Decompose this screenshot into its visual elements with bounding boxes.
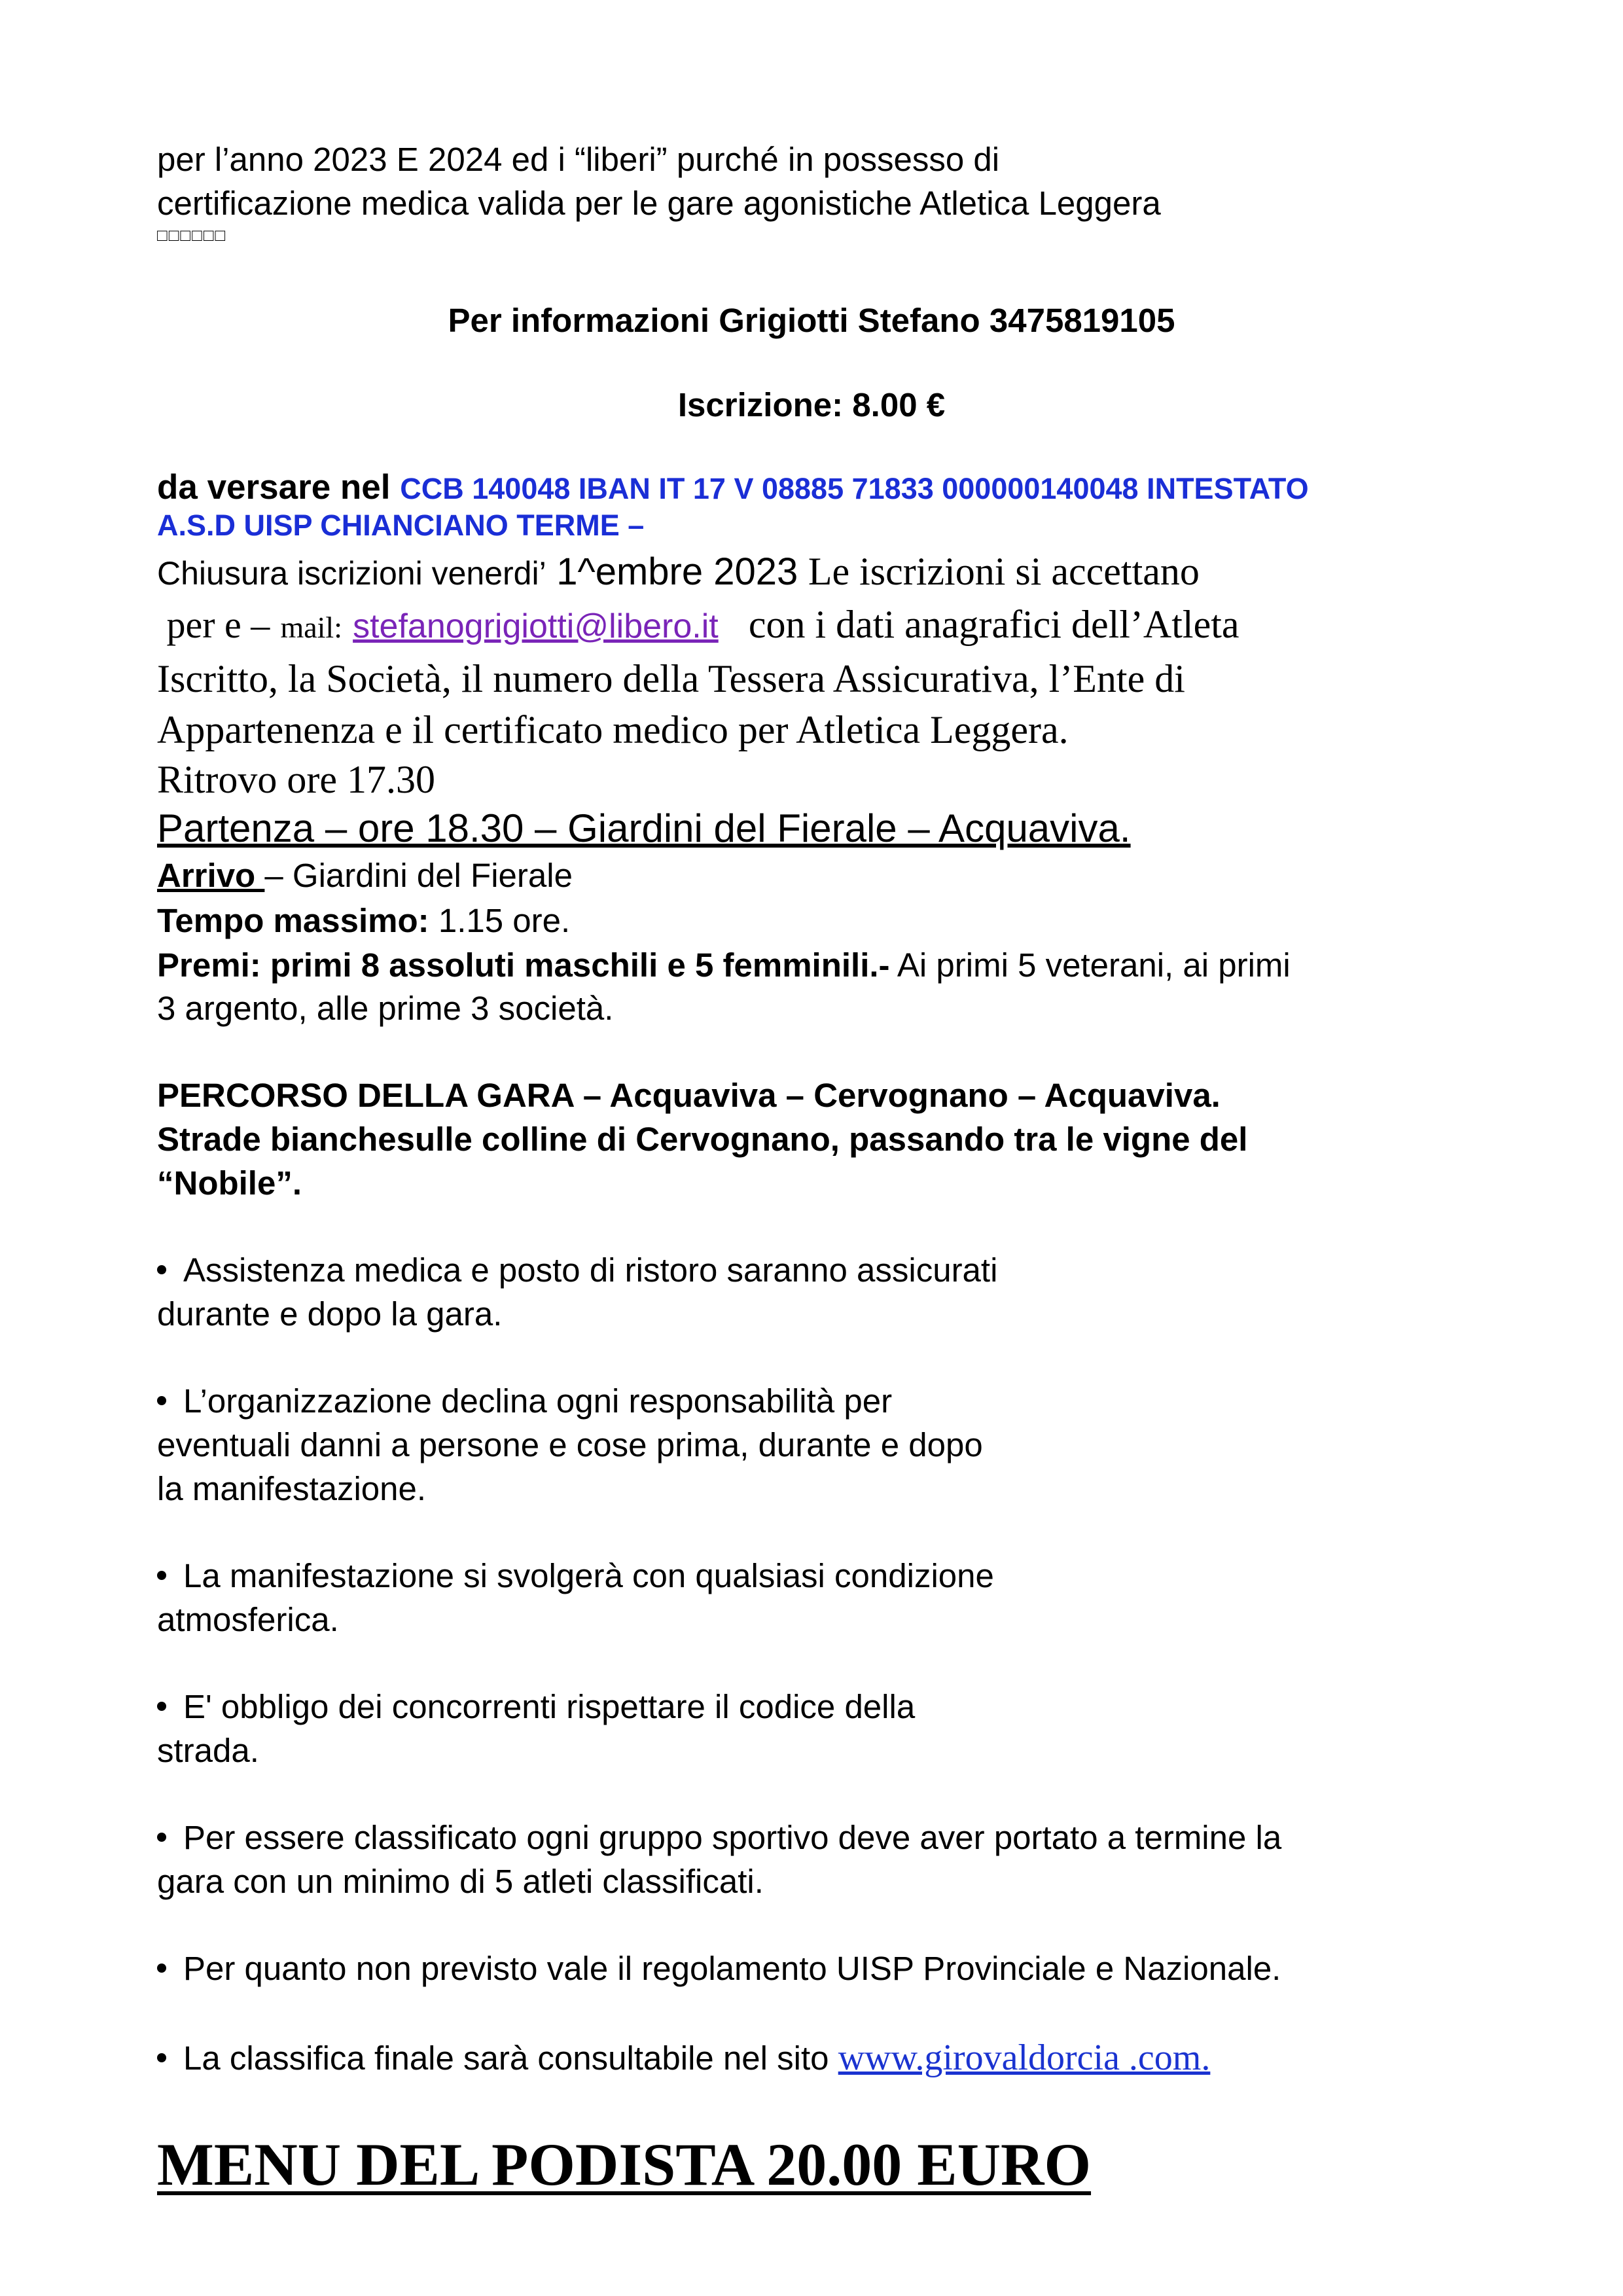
arrivo-text: – Giardini del Fierale	[264, 857, 573, 894]
email-link[interactable]: stefanogrigiotti@libero.it	[353, 607, 719, 645]
bullet-icon	[157, 1702, 166, 1711]
list-item-text: E' obbligo dei concorrenti rispettare il codice della	[183, 1688, 916, 1725]
list-item	[157, 2036, 1492, 2080]
percorso-block	[157, 1073, 1492, 1205]
document-page	[157, 137, 1492, 2200]
intro-line-1: per l’anno 2023 E 2024 ed i “liberi” purché in possesso di	[157, 141, 1000, 178]
premi-line-2: 3 argento, alle prime 3 società.	[157, 990, 614, 1027]
payment-lead: da versare nel	[157, 468, 391, 507]
intro-line-2: certificazione medica valida per le gare agonistiche Atletica Leggera	[157, 185, 1161, 222]
list-item	[157, 1816, 1492, 1903]
payment-details-1: CCB 140048 IBAN IT 17 V 08885 71833 000000140048 INTESTATO	[400, 472, 1309, 505]
list-item	[157, 1554, 1492, 1641]
bullet-icon	[157, 1265, 166, 1274]
list-item-text: La classifica finale sarà consultabile nel sito	[183, 2039, 829, 2077]
list-item-text: la manifestazione.	[157, 1470, 427, 1507]
list-item	[157, 1379, 1492, 1511]
list-item-text: durante e dopo la gara.	[157, 1295, 503, 1333]
bullet-icon	[157, 1571, 166, 1580]
closing-prefix: Chiusura iscrizioni venerdi’	[157, 555, 546, 592]
closing-date: 1^embre 2023	[556, 550, 798, 593]
intro-paragraph	[157, 137, 1492, 251]
placeholder-glyphs: □□□□□□	[157, 225, 227, 245]
list-item-text: strada.	[157, 1732, 259, 1769]
list-item	[157, 1248, 1492, 1336]
menu-title: MENU DEL PODISTA 20.00 EURO	[157, 2131, 1092, 2198]
list-item-text: eventuali danni a persone e cose prima, durante e dopo	[157, 1426, 983, 1463]
list-item-text: Per quanto non previsto vale il regolamento UISP Provinciale e Nazionale.	[183, 1950, 1281, 1987]
bullet-icon	[157, 1396, 166, 1405]
tempo-label: Tempo massimo:	[157, 902, 429, 939]
rules-list	[157, 1248, 1492, 2080]
registration-block	[157, 546, 1492, 755]
list-item-text: Assistenza medica e posto di ristoro saranno assicurati	[183, 1251, 998, 1289]
email-prefix: per e –	[166, 603, 270, 646]
registration-line-4: Appartenenza e il certificato medico per Atletica Leggera.	[157, 708, 1069, 751]
bullet-icon	[157, 1964, 166, 1973]
percorso-line-2: Strade bianchesulle colline di Cervognano, passando tra le vigne del	[157, 1121, 1248, 1158]
website-link[interactable]: www.girovaldorcia .com.	[838, 2037, 1211, 2078]
registration-fee: Iscrizione: 8.00 €	[677, 386, 946, 423]
premi-text: Ai primi 5 veterani, ai primi	[897, 946, 1291, 984]
premi-label: Premi: primi 8 assoluti maschili e 5 femminili.-	[157, 946, 890, 984]
payment-details-2: A.S.D UISP CHIANCIANO TERME –	[157, 509, 645, 542]
percorso-line-1: PERCORSO DELLA GARA – Acquaviva – Cervognano – Acquaviva.	[157, 1077, 1221, 1114]
tempo-text: 1.15 ore.	[438, 902, 571, 939]
list-item-text: Per essere classificato ogni gruppo sportivo deve aver portato a termine la	[183, 1819, 1282, 1856]
email-suffix: con i dati anagrafici dell’Atleta	[748, 603, 1240, 646]
contact-info: Per informazioni Grigiotti Stefano 3475819105	[448, 302, 1175, 339]
payment-block	[157, 467, 1492, 542]
list-item-text: La manifestazione si svolgerà con qualsiasi condizione	[183, 1557, 994, 1594]
arrivo-label: Arrivo	[157, 857, 265, 894]
closing-suffix: Le iscrizioni si accettano	[808, 550, 1200, 593]
list-item	[157, 1685, 1492, 1772]
list-item-text: atmosferica.	[157, 1601, 339, 1638]
bullet-icon	[157, 2053, 166, 2062]
registration-line-3: Iscritto, la Società, il numero della Tessera Assicurativa, l’Ente di	[157, 657, 1185, 700]
ritrovo: Ritrovo ore 17.30	[157, 758, 435, 801]
list-item-text: L’organizzazione declina ogni responsabilità per	[183, 1382, 893, 1420]
list-item	[157, 1946, 1492, 1990]
percorso-line-3: “Nobile”.	[157, 1164, 302, 1202]
list-item-text: gara con un minimo di 5 atleti classificati.	[157, 1863, 764, 1900]
schedule-block	[157, 755, 1492, 1030]
partenza: Partenza – ore 18.30 – Giardini del Fierale – Acquaviva.	[157, 806, 1131, 850]
bullet-icon	[157, 1833, 166, 1842]
email-mail-label: mail:	[280, 611, 342, 644]
